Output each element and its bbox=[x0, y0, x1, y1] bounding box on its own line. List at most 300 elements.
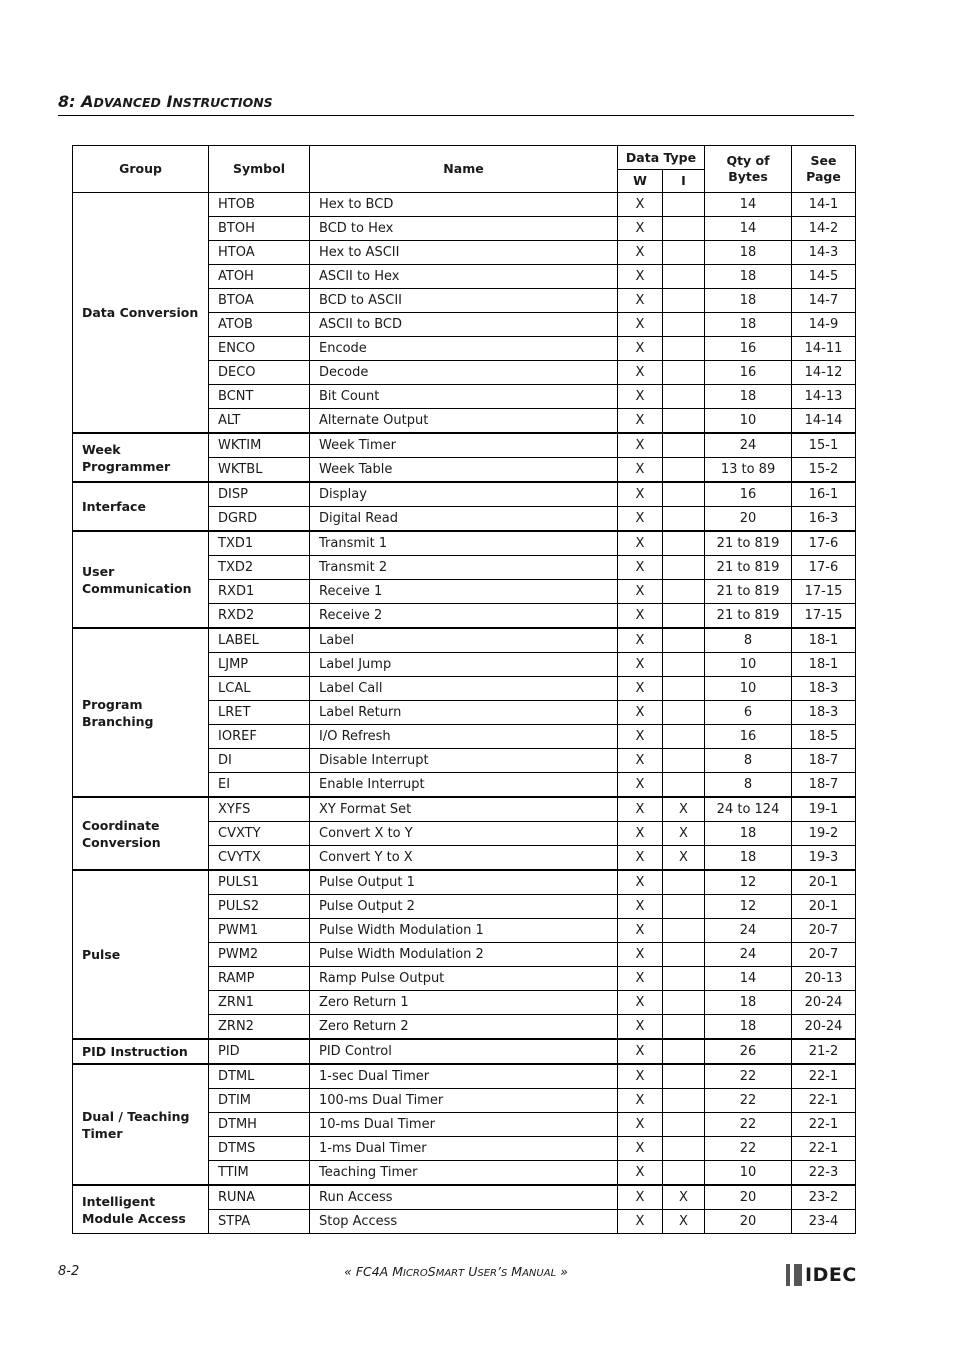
i-cell bbox=[663, 653, 705, 677]
symbol-cell: ATOB bbox=[209, 313, 310, 337]
symbol-cell: ZRN1 bbox=[209, 991, 310, 1015]
see-page-cell: 21-2 bbox=[792, 1039, 856, 1064]
see-page-cell: 20-24 bbox=[792, 1015, 856, 1040]
symbol-cell: PID bbox=[209, 1039, 310, 1064]
i-cell bbox=[663, 409, 705, 434]
i-cell: X bbox=[663, 1210, 705, 1234]
header-i: I bbox=[663, 170, 705, 193]
qty-bytes-cell: 6 bbox=[705, 701, 792, 725]
w-cell: X bbox=[618, 217, 663, 241]
w-cell: X bbox=[618, 628, 663, 653]
qty-bytes-cell: 18 bbox=[705, 846, 792, 871]
i-cell bbox=[663, 1161, 705, 1186]
name-cell: Zero Return 2 bbox=[310, 1015, 618, 1040]
name-cell: Hex to BCD bbox=[310, 193, 618, 217]
i-cell bbox=[663, 943, 705, 967]
see-page-cell: 14-5 bbox=[792, 265, 856, 289]
group-cell bbox=[73, 482, 209, 531]
table-row bbox=[73, 482, 856, 507]
table-row bbox=[73, 193, 856, 217]
w-cell: X bbox=[618, 1064, 663, 1089]
symbol-cell: LRET bbox=[209, 701, 310, 725]
name-cell: Transmit 1 bbox=[310, 531, 618, 556]
symbol-cell: RUNA bbox=[209, 1185, 310, 1210]
name-cell: Pulse Output 2 bbox=[310, 895, 618, 919]
qty-bytes-cell: 12 bbox=[705, 895, 792, 919]
header-symbol: Symbol bbox=[209, 146, 310, 193]
name-cell: Digital Read bbox=[310, 507, 618, 532]
see-page-cell: 18-7 bbox=[792, 749, 856, 773]
see-page-cell: 20-7 bbox=[792, 943, 856, 967]
w-cell: X bbox=[618, 797, 663, 822]
group-label: PID Instruction bbox=[82, 1044, 188, 1059]
qty-bytes-cell: 14 bbox=[705, 967, 792, 991]
name-cell: ASCII to BCD bbox=[310, 313, 618, 337]
w-cell: X bbox=[618, 193, 663, 217]
group-cell bbox=[73, 193, 209, 434]
name-cell: Pulse Width Modulation 2 bbox=[310, 943, 618, 967]
name-cell: Label Return bbox=[310, 701, 618, 725]
name-cell: Label Call bbox=[310, 677, 618, 701]
w-cell: X bbox=[618, 265, 663, 289]
i-cell bbox=[663, 482, 705, 507]
idec-logo-text: IDEC bbox=[805, 1264, 857, 1286]
i-cell bbox=[663, 967, 705, 991]
name-cell: Zero Return 1 bbox=[310, 991, 618, 1015]
i-cell bbox=[663, 337, 705, 361]
see-page-cell: 22-3 bbox=[792, 1161, 856, 1186]
chapter-title-part: A bbox=[81, 92, 94, 111]
qty-bytes-cell: 12 bbox=[705, 870, 792, 895]
instruction-table bbox=[72, 145, 856, 1234]
header-qty-line-2: Bytes bbox=[728, 169, 768, 184]
symbol-cell: LABEL bbox=[209, 628, 310, 653]
see-page-cell: 20-24 bbox=[792, 991, 856, 1015]
see-page-cell: 22-1 bbox=[792, 1137, 856, 1161]
name-cell: Pulse Width Modulation 1 bbox=[310, 919, 618, 943]
see-page-cell: 17-15 bbox=[792, 580, 856, 604]
i-cell bbox=[663, 773, 705, 798]
name-cell: 1-sec Dual Timer bbox=[310, 1064, 618, 1089]
w-cell: X bbox=[618, 604, 663, 629]
see-page-cell: 19-3 bbox=[792, 846, 856, 871]
qty-bytes-cell: 16 bbox=[705, 337, 792, 361]
manual-title-part: SER bbox=[477, 1268, 497, 1279]
see-page-cell: 14-3 bbox=[792, 241, 856, 265]
i-cell bbox=[663, 193, 705, 217]
w-cell: X bbox=[618, 701, 663, 725]
qty-bytes-cell: 10 bbox=[705, 1161, 792, 1186]
see-page-cell: 16-1 bbox=[792, 482, 856, 507]
w-cell: X bbox=[618, 1039, 663, 1064]
i-cell bbox=[663, 895, 705, 919]
header-group: Group bbox=[73, 146, 209, 193]
group-label: Pulse bbox=[82, 947, 121, 962]
group-cell bbox=[73, 797, 209, 870]
name-cell: Enable Interrupt bbox=[310, 773, 618, 798]
manual-title-part: MART bbox=[435, 1268, 465, 1279]
w-cell: X bbox=[618, 556, 663, 580]
header-page-line-2: Page bbox=[806, 169, 841, 184]
chapter-number: 8: bbox=[58, 92, 76, 111]
symbol-cell: PULS2 bbox=[209, 895, 310, 919]
symbol-cell: WKTIM bbox=[209, 433, 310, 458]
symbol-cell: LCAL bbox=[209, 677, 310, 701]
see-page-cell: 14-11 bbox=[792, 337, 856, 361]
qty-bytes-cell: 10 bbox=[705, 653, 792, 677]
see-page-cell: 18-1 bbox=[792, 628, 856, 653]
w-cell: X bbox=[618, 1137, 663, 1161]
see-page-cell: 14-2 bbox=[792, 217, 856, 241]
name-cell: PID Control bbox=[310, 1039, 618, 1064]
qty-bytes-cell: 22 bbox=[705, 1064, 792, 1089]
table-row bbox=[73, 1039, 856, 1064]
name-cell: BCD to Hex bbox=[310, 217, 618, 241]
table-row bbox=[73, 1185, 856, 1210]
name-cell: Bit Count bbox=[310, 385, 618, 409]
i-cell bbox=[663, 677, 705, 701]
qty-bytes-cell: 18 bbox=[705, 265, 792, 289]
i-cell bbox=[663, 580, 705, 604]
see-page-cell: 14-1 bbox=[792, 193, 856, 217]
qty-bytes-cell: 21 to 819 bbox=[705, 580, 792, 604]
w-cell: X bbox=[618, 531, 663, 556]
i-cell bbox=[663, 507, 705, 532]
qty-bytes-cell: 8 bbox=[705, 773, 792, 798]
symbol-cell: XYFS bbox=[209, 797, 310, 822]
group-cell bbox=[73, 531, 209, 628]
symbol-cell: ATOH bbox=[209, 265, 310, 289]
symbol-cell: HTOA bbox=[209, 241, 310, 265]
see-page-cell: 23-4 bbox=[792, 1210, 856, 1234]
i-cell bbox=[663, 433, 705, 458]
name-cell: Label bbox=[310, 628, 618, 653]
qty-bytes-cell: 20 bbox=[705, 1185, 792, 1210]
qty-bytes-cell: 21 to 819 bbox=[705, 556, 792, 580]
qty-bytes-cell: 24 bbox=[705, 919, 792, 943]
w-cell: X bbox=[618, 337, 663, 361]
i-cell bbox=[663, 289, 705, 313]
page-number: 8-2 bbox=[58, 1264, 80, 1279]
qty-bytes-cell: 22 bbox=[705, 1137, 792, 1161]
symbol-cell: CVXTY bbox=[209, 822, 310, 846]
qty-bytes-cell: 14 bbox=[705, 193, 792, 217]
i-cell bbox=[663, 1089, 705, 1113]
qty-bytes-cell: 20 bbox=[705, 507, 792, 532]
i-cell bbox=[663, 749, 705, 773]
manual-title-part: ’ bbox=[496, 1264, 501, 1279]
header-qty-bytes bbox=[705, 146, 792, 193]
i-cell bbox=[663, 1015, 705, 1040]
name-cell: Receive 1 bbox=[310, 580, 618, 604]
see-page-cell: 15-1 bbox=[792, 433, 856, 458]
name-cell: Encode bbox=[310, 337, 618, 361]
group-label: Week bbox=[82, 441, 121, 457]
table-row bbox=[73, 628, 856, 653]
group-cell bbox=[73, 1185, 209, 1234]
name-cell: BCD to ASCII bbox=[310, 289, 618, 313]
qty-bytes-cell: 10 bbox=[705, 677, 792, 701]
qty-bytes-cell: 18 bbox=[705, 241, 792, 265]
symbol-cell: BCNT bbox=[209, 385, 310, 409]
i-cell bbox=[663, 1113, 705, 1137]
w-cell: X bbox=[618, 507, 663, 532]
symbol-cell: TXD2 bbox=[209, 556, 310, 580]
name-cell: 1-ms Dual Timer bbox=[310, 1137, 618, 1161]
manual-title-part: « FC4A M bbox=[344, 1264, 403, 1279]
symbol-cell: PWM2 bbox=[209, 943, 310, 967]
qty-bytes-cell: 18 bbox=[705, 289, 792, 313]
manual-title-part: ICRO bbox=[403, 1268, 428, 1279]
w-cell: X bbox=[618, 870, 663, 895]
name-cell: Pulse Output 1 bbox=[310, 870, 618, 895]
qty-bytes-cell: 14 bbox=[705, 217, 792, 241]
symbol-cell: DI bbox=[209, 749, 310, 773]
w-cell: X bbox=[618, 1161, 663, 1186]
symbol-cell: TTIM bbox=[209, 1161, 310, 1186]
name-cell: 10-ms Dual Timer bbox=[310, 1113, 618, 1137]
qty-bytes-cell: 18 bbox=[705, 822, 792, 846]
symbol-cell: DTML bbox=[209, 1064, 310, 1089]
see-page-cell: 20-13 bbox=[792, 967, 856, 991]
symbol-cell: HTOB bbox=[209, 193, 310, 217]
symbol-cell: RXD2 bbox=[209, 604, 310, 629]
see-page-cell: 17-6 bbox=[792, 531, 856, 556]
w-cell: X bbox=[618, 1015, 663, 1040]
table-row bbox=[73, 797, 856, 822]
qty-bytes-cell: 13 to 89 bbox=[705, 458, 792, 483]
chapter-title bbox=[58, 91, 854, 114]
i-cell bbox=[663, 531, 705, 556]
qty-bytes-cell: 16 bbox=[705, 482, 792, 507]
header-data-type: Data Type bbox=[618, 146, 705, 170]
table-body bbox=[73, 193, 856, 1234]
manual-title-part: M bbox=[507, 1264, 523, 1279]
i-cell: X bbox=[663, 1185, 705, 1210]
see-page-cell: 20-1 bbox=[792, 895, 856, 919]
group-label: Module Access bbox=[82, 1210, 186, 1226]
name-cell: ASCII to Hex bbox=[310, 265, 618, 289]
see-page-cell: 16-3 bbox=[792, 507, 856, 532]
qty-bytes-cell: 18 bbox=[705, 385, 792, 409]
i-cell bbox=[663, 991, 705, 1015]
qty-bytes-cell: 21 to 819 bbox=[705, 604, 792, 629]
qty-bytes-cell: 8 bbox=[705, 749, 792, 773]
symbol-cell: BTOH bbox=[209, 217, 310, 241]
i-cell bbox=[663, 870, 705, 895]
name-cell: Transmit 2 bbox=[310, 556, 618, 580]
w-cell: X bbox=[618, 409, 663, 434]
w-cell: X bbox=[618, 1113, 663, 1137]
symbol-cell: RAMP bbox=[209, 967, 310, 991]
group-label: Programmer bbox=[82, 458, 171, 474]
group-cell bbox=[73, 433, 209, 482]
symbol-cell: LJMP bbox=[209, 653, 310, 677]
name-cell: Display bbox=[310, 482, 618, 507]
symbol-cell: WKTBL bbox=[209, 458, 310, 483]
see-page-cell: 22-1 bbox=[792, 1113, 856, 1137]
group-label: Timer bbox=[82, 1125, 123, 1141]
name-cell: 100-ms Dual Timer bbox=[310, 1089, 618, 1113]
manual-title-part: U bbox=[464, 1264, 478, 1279]
name-cell: Week Timer bbox=[310, 433, 618, 458]
group-label: Communication bbox=[82, 580, 192, 596]
symbol-cell: BTOA bbox=[209, 289, 310, 313]
see-page-cell: 14-14 bbox=[792, 409, 856, 434]
table-row bbox=[73, 1064, 856, 1089]
see-page-cell: 18-3 bbox=[792, 677, 856, 701]
i-cell bbox=[663, 1137, 705, 1161]
i-cell bbox=[663, 628, 705, 653]
idec-logo bbox=[786, 1264, 857, 1286]
see-page-cell: 14-9 bbox=[792, 313, 856, 337]
symbol-cell: PWM1 bbox=[209, 919, 310, 943]
w-cell: X bbox=[618, 385, 663, 409]
group-cell bbox=[73, 628, 209, 797]
see-page-cell: 15-2 bbox=[792, 458, 856, 483]
i-cell bbox=[663, 725, 705, 749]
name-cell: Convert X to Y bbox=[310, 822, 618, 846]
w-cell: X bbox=[618, 289, 663, 313]
see-page-cell: 18-7 bbox=[792, 773, 856, 798]
w-cell: X bbox=[618, 458, 663, 483]
qty-bytes-cell: 18 bbox=[705, 313, 792, 337]
symbol-cell: DGRD bbox=[209, 507, 310, 532]
i-cell bbox=[663, 1039, 705, 1064]
chapter-title-part: DVANCED bbox=[93, 95, 161, 110]
w-cell: X bbox=[618, 433, 663, 458]
name-cell: Run Access bbox=[310, 1185, 618, 1210]
i-cell bbox=[663, 604, 705, 629]
w-cell: X bbox=[618, 1089, 663, 1113]
symbol-cell: PULS1 bbox=[209, 870, 310, 895]
i-cell bbox=[663, 385, 705, 409]
name-cell: Decode bbox=[310, 361, 618, 385]
see-page-cell: 17-6 bbox=[792, 556, 856, 580]
qty-bytes-cell: 10 bbox=[705, 409, 792, 434]
i-cell bbox=[663, 217, 705, 241]
symbol-cell: ZRN2 bbox=[209, 1015, 310, 1040]
header-qty-line-1: Qty of bbox=[726, 153, 770, 168]
group-label: Data Conversion bbox=[82, 305, 199, 320]
manual-title-part: » bbox=[556, 1264, 568, 1279]
name-cell: Week Table bbox=[310, 458, 618, 483]
header-name: Name bbox=[310, 146, 618, 193]
see-page-cell: 14-12 bbox=[792, 361, 856, 385]
w-cell: X bbox=[618, 846, 663, 871]
manual-title bbox=[0, 1264, 912, 1282]
group-label: Branching bbox=[82, 713, 154, 729]
name-cell: Teaching Timer bbox=[310, 1161, 618, 1186]
group-cell bbox=[73, 1064, 209, 1185]
see-page-cell: 14-13 bbox=[792, 385, 856, 409]
see-page-cell: 17-15 bbox=[792, 604, 856, 629]
name-cell: Receive 2 bbox=[310, 604, 618, 629]
symbol-cell: ENCO bbox=[209, 337, 310, 361]
i-cell bbox=[663, 919, 705, 943]
qty-bytes-cell: 8 bbox=[705, 628, 792, 653]
w-cell: X bbox=[618, 773, 663, 798]
symbol-cell: RXD1 bbox=[209, 580, 310, 604]
see-page-cell: 22-1 bbox=[792, 1089, 856, 1113]
see-page-cell: 23-2 bbox=[792, 1185, 856, 1210]
manual-title-part: S bbox=[427, 1264, 436, 1279]
group-label: Conversion bbox=[82, 834, 161, 850]
w-cell: X bbox=[618, 677, 663, 701]
w-cell: X bbox=[618, 919, 663, 943]
w-cell: X bbox=[618, 943, 663, 967]
name-cell: Convert Y to X bbox=[310, 846, 618, 871]
table-row bbox=[73, 531, 856, 556]
symbol-cell: DTMH bbox=[209, 1113, 310, 1137]
qty-bytes-cell: 20 bbox=[705, 1210, 792, 1234]
w-cell: X bbox=[618, 895, 663, 919]
group-label: Intelligent bbox=[82, 1193, 156, 1209]
i-cell: X bbox=[663, 846, 705, 871]
see-page-cell: 20-7 bbox=[792, 919, 856, 943]
group-label: Program bbox=[82, 696, 143, 712]
w-cell: X bbox=[618, 749, 663, 773]
chapter-title-part: NSTRUCTIONS bbox=[172, 95, 273, 110]
group-label: User bbox=[82, 563, 115, 579]
qty-bytes-cell: 18 bbox=[705, 991, 792, 1015]
symbol-cell: ALT bbox=[209, 409, 310, 434]
name-cell: I/O Refresh bbox=[310, 725, 618, 749]
header-see-page bbox=[792, 146, 856, 193]
i-cell bbox=[663, 241, 705, 265]
w-cell: X bbox=[618, 1185, 663, 1210]
i-cell bbox=[663, 701, 705, 725]
w-cell: X bbox=[618, 313, 663, 337]
i-cell bbox=[663, 556, 705, 580]
qty-bytes-cell: 24 bbox=[705, 433, 792, 458]
group-cell bbox=[73, 1039, 209, 1064]
qty-bytes-cell: 24 to 124 bbox=[705, 797, 792, 822]
name-cell: Disable Interrupt bbox=[310, 749, 618, 773]
name-cell: Ramp Pulse Output bbox=[310, 967, 618, 991]
qty-bytes-cell: 16 bbox=[705, 725, 792, 749]
idec-logo-mark-icon bbox=[786, 1264, 802, 1286]
symbol-cell: CVYTX bbox=[209, 846, 310, 871]
symbol-cell: DISP bbox=[209, 482, 310, 507]
name-cell: Label Jump bbox=[310, 653, 618, 677]
qty-bytes-cell: 22 bbox=[705, 1113, 792, 1137]
qty-bytes-cell: 21 to 819 bbox=[705, 531, 792, 556]
see-page-cell: 18-3 bbox=[792, 701, 856, 725]
see-page-cell: 20-1 bbox=[792, 870, 856, 895]
i-cell bbox=[663, 361, 705, 385]
manual-title-part: ANUAL bbox=[522, 1268, 557, 1279]
symbol-cell: DTMS bbox=[209, 1137, 310, 1161]
symbol-cell: EI bbox=[209, 773, 310, 798]
w-cell: X bbox=[618, 653, 663, 677]
symbol-cell: STPA bbox=[209, 1210, 310, 1234]
w-cell: X bbox=[618, 241, 663, 265]
qty-bytes-cell: 24 bbox=[705, 943, 792, 967]
qty-bytes-cell: 26 bbox=[705, 1039, 792, 1064]
see-page-cell: 18-1 bbox=[792, 653, 856, 677]
qty-bytes-cell: 18 bbox=[705, 1015, 792, 1040]
i-cell bbox=[663, 313, 705, 337]
group-label: Coordinate bbox=[82, 817, 160, 833]
w-cell: X bbox=[618, 991, 663, 1015]
w-cell: X bbox=[618, 822, 663, 846]
see-page-cell: 19-2 bbox=[792, 822, 856, 846]
w-cell: X bbox=[618, 1210, 663, 1234]
name-cell: Alternate Output bbox=[310, 409, 618, 434]
i-cell bbox=[663, 1064, 705, 1089]
see-page-cell: 22-1 bbox=[792, 1064, 856, 1089]
